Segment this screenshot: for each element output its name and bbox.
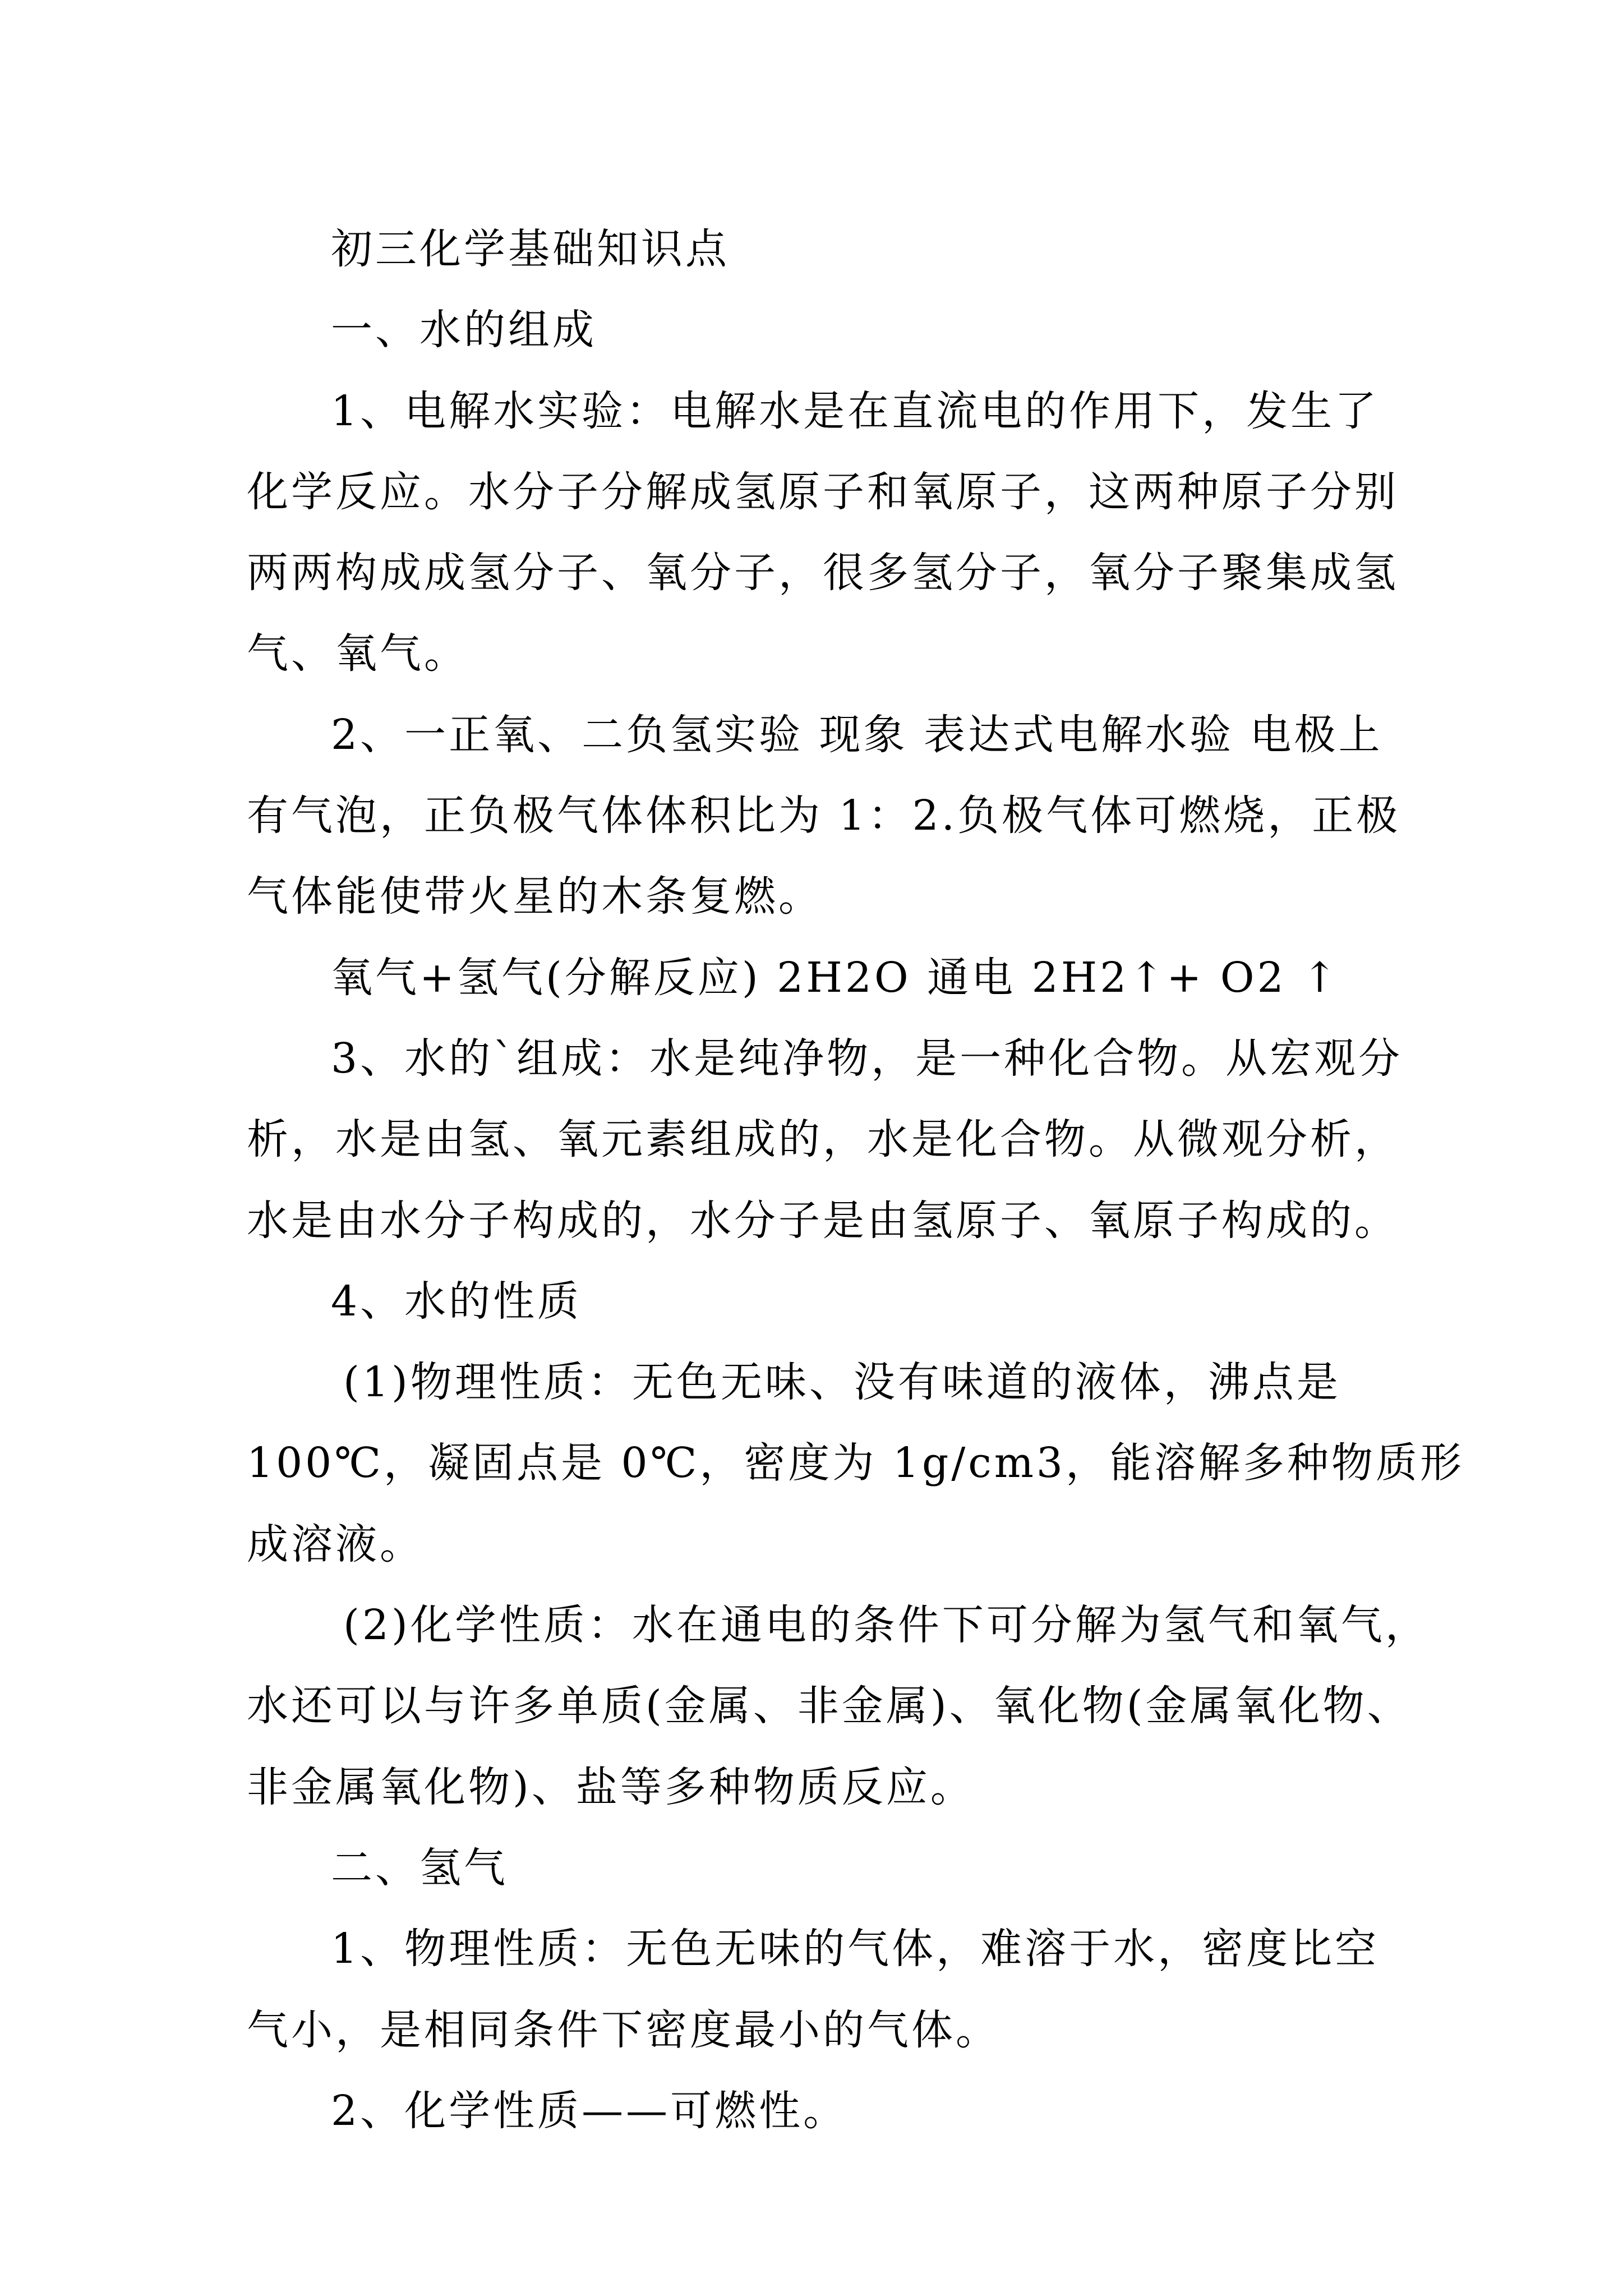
paragraph-line: 析，水是由氢、氧元素组成的，水是化合物。从微观分析， — [247, 1115, 1399, 1164]
section-heading-hydrogen: 二、氢气 — [331, 1843, 508, 1892]
paragraph-line: 水是由水分子构成的，水分子是由氢原子、氧原子构成的。 — [247, 1196, 1399, 1245]
paragraph-line: 两两构成成氢分子、氧分子，很多氢分子，氧分子聚集成氢 — [247, 549, 1399, 597]
paragraph-line: 2、化学性质——可燃性。 — [331, 2086, 848, 2135]
paragraph-line: 气、氧气。 — [247, 629, 468, 678]
equation-line: 氧气+氢气(分解反应) 2H2O 通电 2H2↑+ O2 ↑ — [331, 953, 1340, 1002]
paragraph-line: 水还可以与许多单质(金属、非金属)、氧化物(金属氧化物、 — [247, 1682, 1412, 1731]
paragraph-line: 3、水的`组成：水是纯净物，是一种化合物。从宏观分 — [331, 1034, 1403, 1083]
paragraph-line: 化学反应。水分子分解成氢原子和氧原子，这两种原子分别 — [247, 467, 1399, 516]
paragraph-line: 气小，是相同条件下密度最小的气体。 — [247, 2005, 1000, 2054]
paragraph-line: 非金属氧化物)、盐等多种物质反应。 — [247, 1763, 975, 1811]
paragraph-line: 1、电解水实验：电解水是在直流电的作用下，发生了 — [331, 386, 1380, 435]
paragraph-line: 有气泡，正负极气体体积比为 1：2.负极气体可燃烧，正极 — [247, 792, 1401, 840]
paragraph-line: 气体能使带火星的木条复燃。 — [247, 872, 823, 921]
document-body — [247, 209, 1465, 2151]
paragraph-line: 2、一正氧、二负氢实验 现象 表达式电解水验 电极上 — [331, 710, 1383, 759]
paragraph-line: (1)物理性质：无色无味、没有味道的液体，沸点是 — [343, 1358, 1341, 1407]
paragraph-line: 1、物理性质：无色无味的气体，难溶于水，密度比空 — [331, 1925, 1380, 1973]
paragraph-line: 100℃，凝固点是 0℃，密度为 1g/cm3，能溶解多种物质形 — [247, 1439, 1465, 1488]
document-title: 初三化学基础知识点 — [331, 225, 730, 273]
paragraph-line: (2)化学性质：水在通电的条件下可分解为氢气和氧气， — [343, 1601, 1430, 1650]
paragraph-line: 成溶液。 — [247, 1520, 424, 1568]
subheading-line: 4、水的性质 — [331, 1277, 582, 1326]
section-heading-water: 一、水的组成 — [331, 306, 597, 355]
